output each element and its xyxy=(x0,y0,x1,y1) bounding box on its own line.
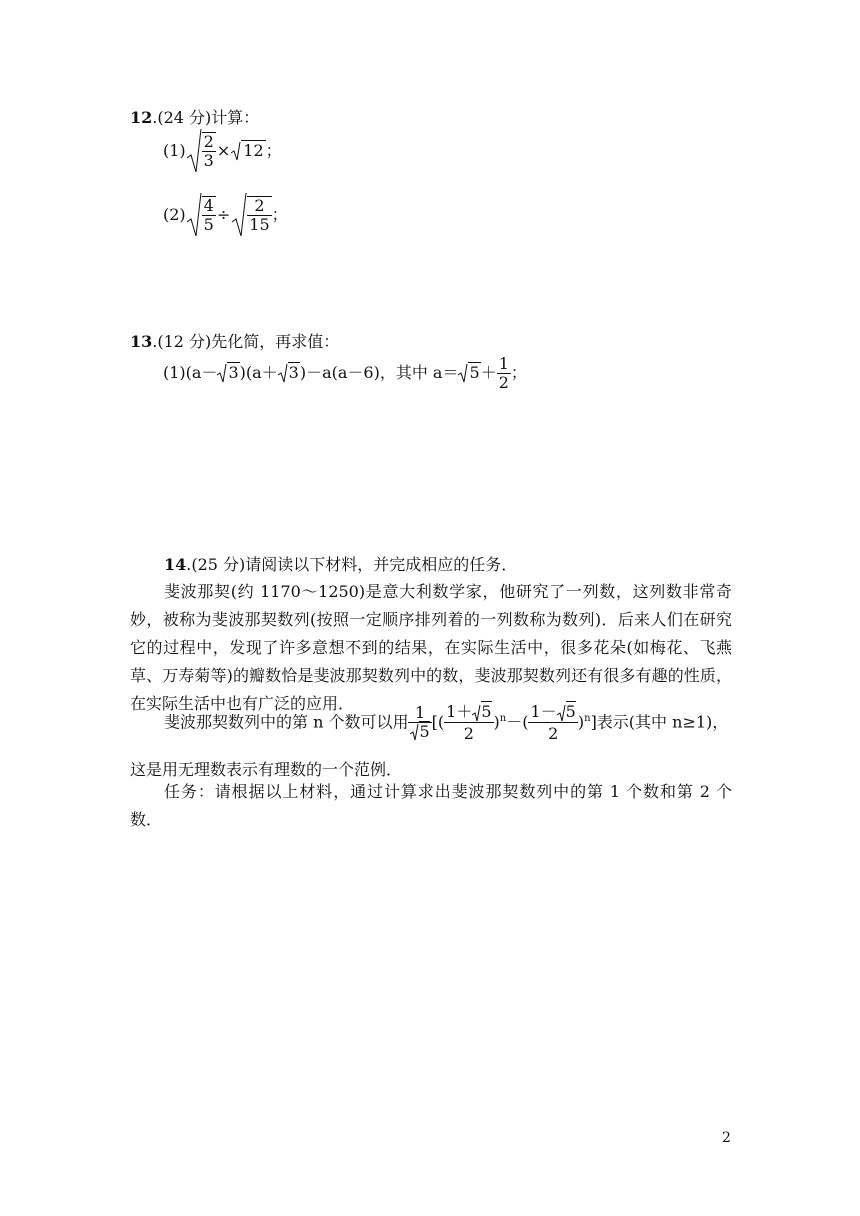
sqrt-icon xyxy=(231,192,247,238)
q14-frac-3-denominator: 2 xyxy=(528,722,577,743)
q12-part1-radicand: 12 xyxy=(243,141,264,160)
q13-text-a: (1)(a－ xyxy=(163,363,218,383)
sqrt-icon xyxy=(472,703,481,722)
q12-part1-numerator: 2 xyxy=(203,132,214,152)
q14-frac-3-radicand: 5 xyxy=(565,702,576,721)
q13-fraction-denominator: 2 xyxy=(498,372,509,392)
sqrt-icon xyxy=(186,192,202,238)
q14-number: 14 xyxy=(164,555,187,574)
q12-number: 12 xyxy=(130,108,153,127)
q12-part1 xyxy=(163,128,282,174)
q13-fraction-numerator: 1 xyxy=(498,354,509,373)
q12-part1-denominator: 3 xyxy=(203,151,214,170)
q12-part2-denominator-a: 5 xyxy=(203,215,214,234)
q12-part2-numerator-b: 2 xyxy=(254,196,265,216)
q12-part2 xyxy=(163,192,288,238)
q14-exponent-1: n xyxy=(499,713,507,725)
q12-part2-denominator-b: 15 xyxy=(249,215,270,234)
sqrt-icon xyxy=(458,363,468,383)
sqrt-icon xyxy=(231,141,241,161)
q12-part2-label: (2) xyxy=(163,205,186,224)
q12-part1-end: ； xyxy=(265,141,282,160)
q14-frac-1-denominator xyxy=(408,722,431,742)
q14-head-text: .(25 分)请阅读以下材料，并完成相应的任务． xyxy=(186,555,518,574)
q13-part1 xyxy=(163,355,527,391)
q12-head-text: .(24 分)计算： xyxy=(152,108,260,127)
sqrt-icon xyxy=(217,363,227,383)
q14-paragraph: 斐波那契(约 1170～1250)是意大利数学家，他研究了一列数，这列数非常奇妙，被称为斐波那契数列(按照一定顺序排列着的一列数称为数列)．后来人们在研究它的过程中，发现了许多意想不到的结果，在实际生活中，很多花朵(如梅花、飞燕草、万寿菊等)的瓣数恰是斐波那契数列中的数，斐波那契数列还有很多有趣的性质，在实际生活中也有广泛的应用． xyxy=(130,582,732,713)
q13-fraction xyxy=(497,355,511,391)
q12-part2-numerator-a: 4 xyxy=(203,196,214,216)
q14-formula-line xyxy=(164,703,728,742)
q14-formula-post: ]表示(其中 n≥1)， xyxy=(590,712,729,732)
q14-close-paren-2: ) xyxy=(577,712,585,732)
q13-head-text: .(12 分)先化简，再求值： xyxy=(152,332,340,351)
q14-frac-2-num-text: 1＋ xyxy=(446,702,473,721)
divide-sign: ÷ xyxy=(216,205,231,224)
sqrt-icon xyxy=(278,363,288,383)
q12-part2-fraction-a xyxy=(202,196,216,233)
q14-minus: －( xyxy=(506,712,529,732)
q12-part2-end: ； xyxy=(271,205,288,224)
times-sign: × xyxy=(216,141,231,160)
q13-radicand-1: 3 xyxy=(228,363,239,383)
q13-heading xyxy=(130,334,339,350)
q13-radicand-2: 3 xyxy=(288,363,299,383)
page-number: 2 xyxy=(722,1130,731,1146)
q14-frac-1-radicand: 5 xyxy=(419,721,430,741)
q14-open-bracket: [( xyxy=(431,712,445,732)
q13-end: ； xyxy=(510,363,527,383)
q12-heading xyxy=(130,110,259,126)
q14-heading xyxy=(164,557,517,573)
q14-frac-2-denominator: 2 xyxy=(444,722,493,743)
sqrt-icon xyxy=(186,128,202,174)
q14-frac-3-numerator xyxy=(528,703,577,722)
q14-formula-pre: 斐波那契数列中的第 n 个数可以用 xyxy=(164,712,409,732)
q14-exponent-2: n xyxy=(584,713,591,725)
q13-text-c: )－a(a－6)，其中 a＝ xyxy=(299,363,459,383)
q13-number: 13 xyxy=(130,332,153,351)
q13-text-b: )(a＋ xyxy=(239,363,278,383)
q14-frac-3-num-text: 1－ xyxy=(530,702,557,721)
q14-frac-3 xyxy=(528,703,577,742)
q14-frac-1-numerator: 1 xyxy=(414,703,426,722)
q14-frac-2-numerator xyxy=(444,703,493,722)
sqrt-icon xyxy=(557,703,566,722)
q14-close-paren-1: ) xyxy=(493,712,500,732)
q13-radicand-3: 5 xyxy=(469,363,480,383)
q12-part1-label: (1) xyxy=(163,141,186,160)
q12-part2-fraction-b xyxy=(247,196,271,233)
q14-line2: 这是用无理数表示有理数的一个范例． xyxy=(130,760,403,779)
q12-part1-fraction xyxy=(202,132,216,169)
q14-frac-2-radicand: 5 xyxy=(481,702,492,721)
q14-frac-2 xyxy=(444,703,493,742)
q13-plus: ＋ xyxy=(480,363,497,383)
q14-task: 任务：请根据以上材料，通过计算求出斐波那契数列中的第 1 个数和第 2 个数． xyxy=(130,782,732,829)
q14-frac-1 xyxy=(408,704,431,741)
